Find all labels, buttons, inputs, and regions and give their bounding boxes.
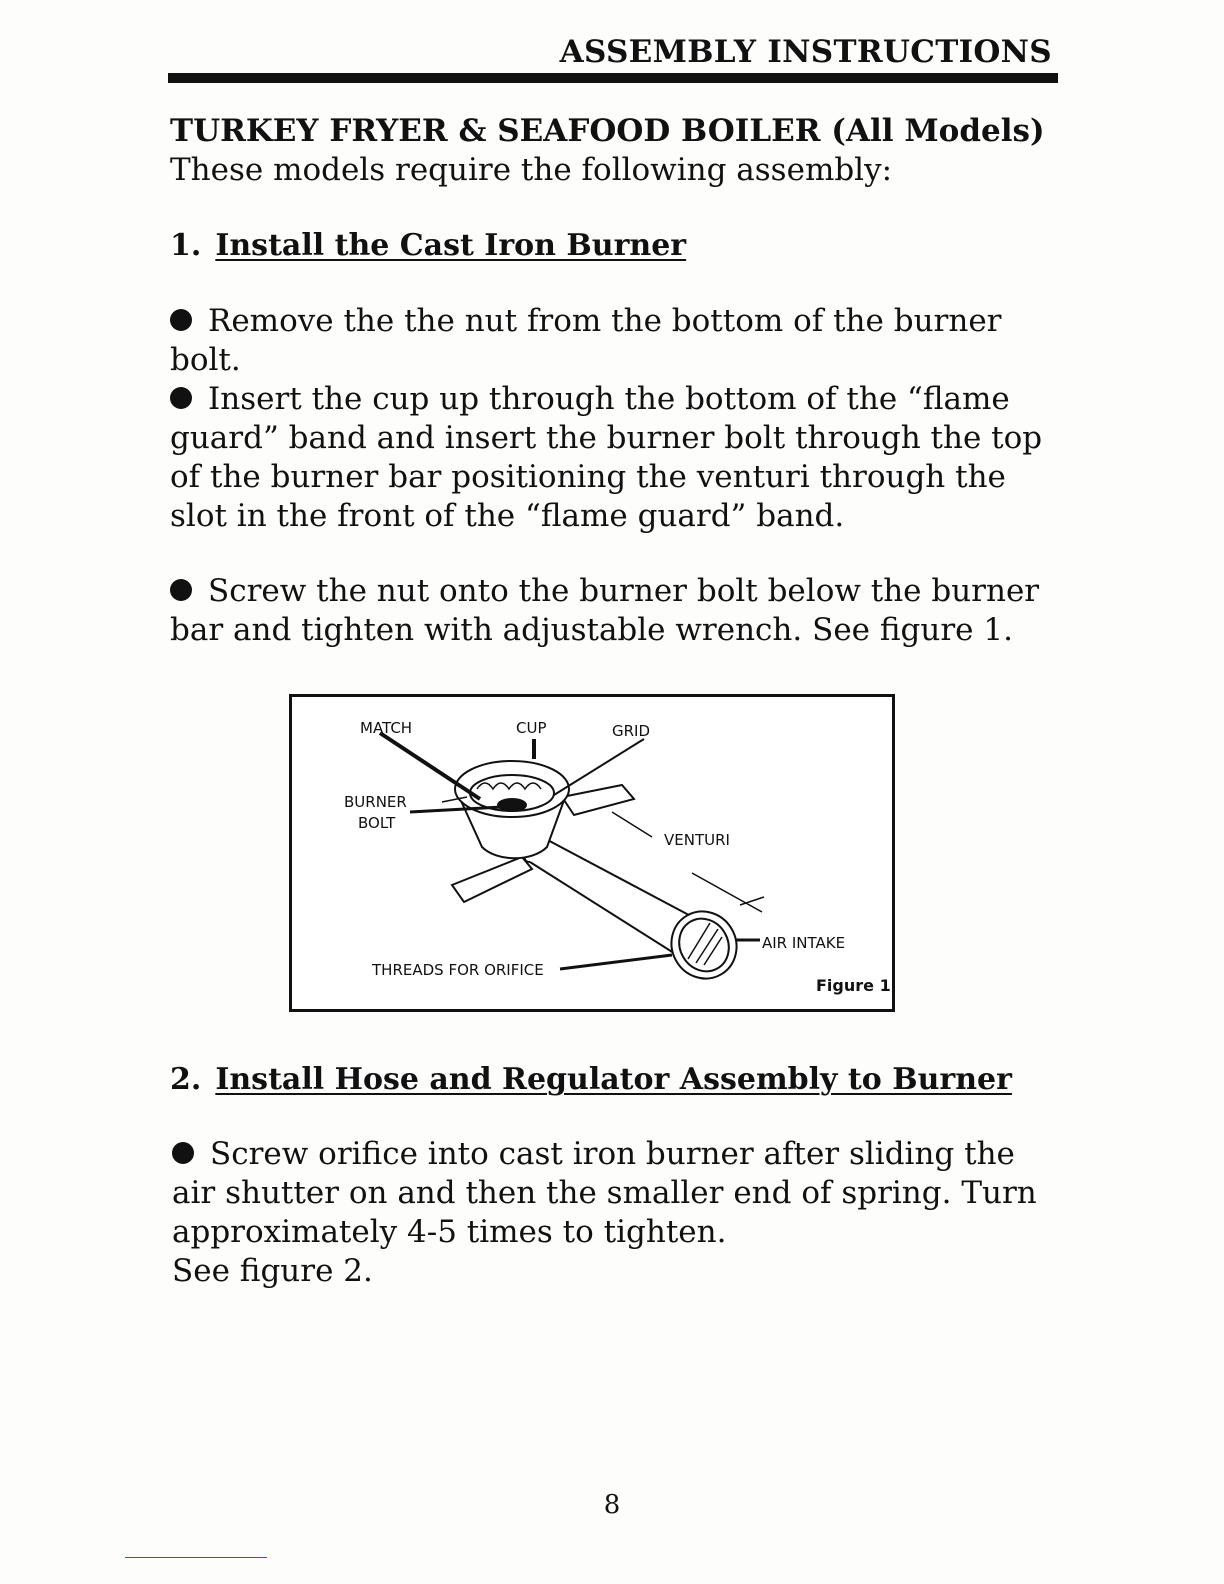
page-number: 8 <box>603 1490 621 1520</box>
label-burner: BURNER <box>344 793 407 811</box>
label-cup: CUP <box>516 719 547 737</box>
footer-line <box>125 1557 267 1558</box>
match-leader <box>380 733 480 799</box>
figure-1 <box>289 694 895 1012</box>
header-rule <box>168 73 1058 83</box>
bullet-text: Insert the cup up through the bottom of the “flame guard” band and insert the burner bolt through the top of the burner bar positioning the venturi through the slot in the front of the “flame guard” band. <box>170 381 1043 534</box>
label-threads: THREADS FOR ORIFICE <box>372 961 544 979</box>
step-1-title: Install the Cast Iron Burner <box>215 228 687 263</box>
label-air-intake: AIR INTAKE <box>762 934 846 952</box>
label-match: MATCH <box>360 719 413 737</box>
bullet-text: Screw the nut onto the burner bolt below the burner bar and tighten with adjustable wrench. See figure 1. <box>170 573 1040 648</box>
step-1-heading <box>170 228 686 263</box>
step-2-bullet-1 <box>172 1135 1052 1252</box>
step-1-bullet-1 <box>170 302 1070 380</box>
step-1-bullet-3 <box>170 572 1070 650</box>
section-intro: These models require the following assembly: <box>170 152 893 188</box>
flame-guard-right <box>562 785 634 815</box>
threads-leader <box>560 955 672 969</box>
bullet-text: Remove the the nut from the bottom of the burner bolt. <box>170 303 1002 378</box>
bullet-text: Screw orifice into cast iron burner after sliding the air shutter on and then the smaller end of spring. Turn approximately 4-5 times to tighten. <box>172 1136 1037 1250</box>
step-2-heading <box>170 1062 1012 1097</box>
section-title: TURKEY FRYER & SEAFOOD BOILER (All Models) <box>170 113 1045 149</box>
bullet-icon <box>170 309 192 331</box>
header-title: ASSEMBLY INSTRUCTIONS <box>559 34 1052 70</box>
grid-leader <box>554 739 644 795</box>
flame-guard-left <box>452 857 532 902</box>
burner-tube-top <box>542 837 702 922</box>
bullet-icon <box>170 579 192 601</box>
air-intake-cap <box>659 900 748 991</box>
label-bolt: BOLT <box>358 814 396 832</box>
figure-caption: Figure 1 <box>816 976 891 995</box>
step-2-number: 2. <box>170 1062 202 1097</box>
step-1-bullet-2 <box>170 380 1050 536</box>
venturi-leader <box>612 812 652 837</box>
step-2-see-figure: See figure 2. <box>172 1253 373 1289</box>
bullet-icon <box>170 387 192 409</box>
step-1-number: 1. <box>170 228 202 263</box>
label-venturi: VENTURI <box>664 831 730 849</box>
step-2-title: Install Hose and Regulator Assembly to Burner <box>215 1062 1012 1097</box>
label-grid: GRID <box>612 722 651 740</box>
bullet-icon <box>172 1142 194 1164</box>
